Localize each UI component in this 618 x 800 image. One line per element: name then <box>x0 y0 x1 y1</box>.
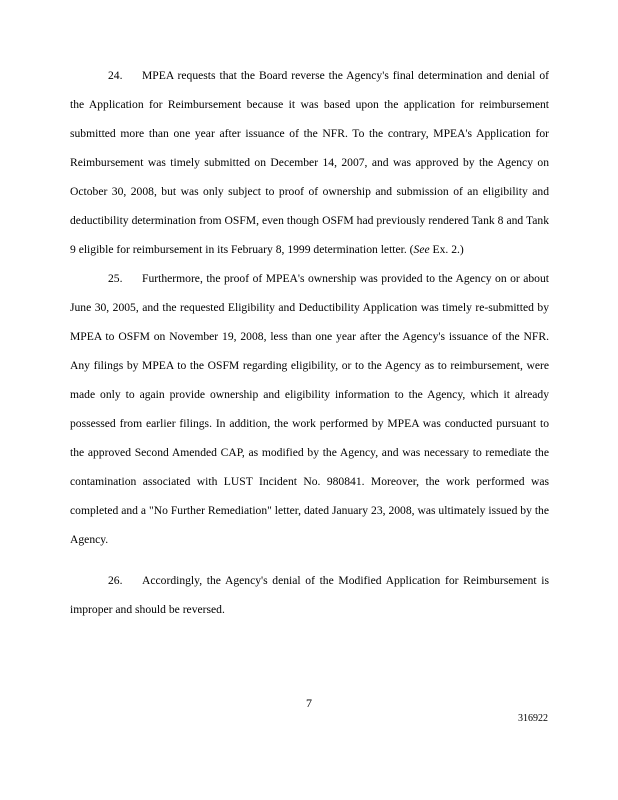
page-number: 7 <box>306 696 312 710</box>
paragraph-24 <box>70 61 549 264</box>
paragraph-25 <box>70 264 549 554</box>
paragraph-number: 25. <box>108 272 123 285</box>
paragraph-number: 24. <box>108 69 123 82</box>
paragraph-text-end: Ex. 2.) <box>429 243 464 256</box>
document-id: 316922 <box>518 713 548 724</box>
paragraph-26 <box>70 566 549 624</box>
citation-signal: See <box>413 243 430 256</box>
paragraph-text: Furthermore, the proof of MPEA's ownership was provided to the Agency on or about June 30, 2005, and the requested Eligibility and Deductibility Application was timely re-submitted by MPEA to OSFM on November 19, 2008, less than one year after the Agency's issuance of the NFR. Any filings by MPEA to the OSFM regarding eligibility, or to the Agency as to reimbursement, were made only to again provide ownership and eligibility information to the Agency, which it already possessed from earlier filings. In addition, the work performed by MPEA was conducted pursuant to the approved Second Amended CAP, as modified by the Agency, and was necessary to remediate the contamination associated with LUST Incident No. 980841. Moreover, the work performed was completed and a "No Further Remediation" letter, dated January 23, 2008, was ultimately issued by the Agency. <box>70 272 549 546</box>
paragraph-text: Accordingly, the Agency's denial of the Modified Application for Reimbursement is improper and should be reversed. <box>70 574 549 616</box>
paragraph-text: MPEA requests that the Board reverse the Agency's final determination and denial of the Application for Reimbursement because it was based upon the application for reimbursement submitted more than one year after issuance of the NFR. To the contrary, MPEA's Application for Reimbursement was timely submitted on December 14, 2007, and was approved by the Agency on October 30, 2008, but was only subject to proof of ownership and submission of an eligibility and deductibility determination from OSFM, even though OSFM had previously rendered Tank 8 and Tank 9 eligible for reimbursement in its February 8, 1999 determination letter. ( <box>70 69 549 256</box>
paragraph-number: 26. <box>108 574 123 587</box>
